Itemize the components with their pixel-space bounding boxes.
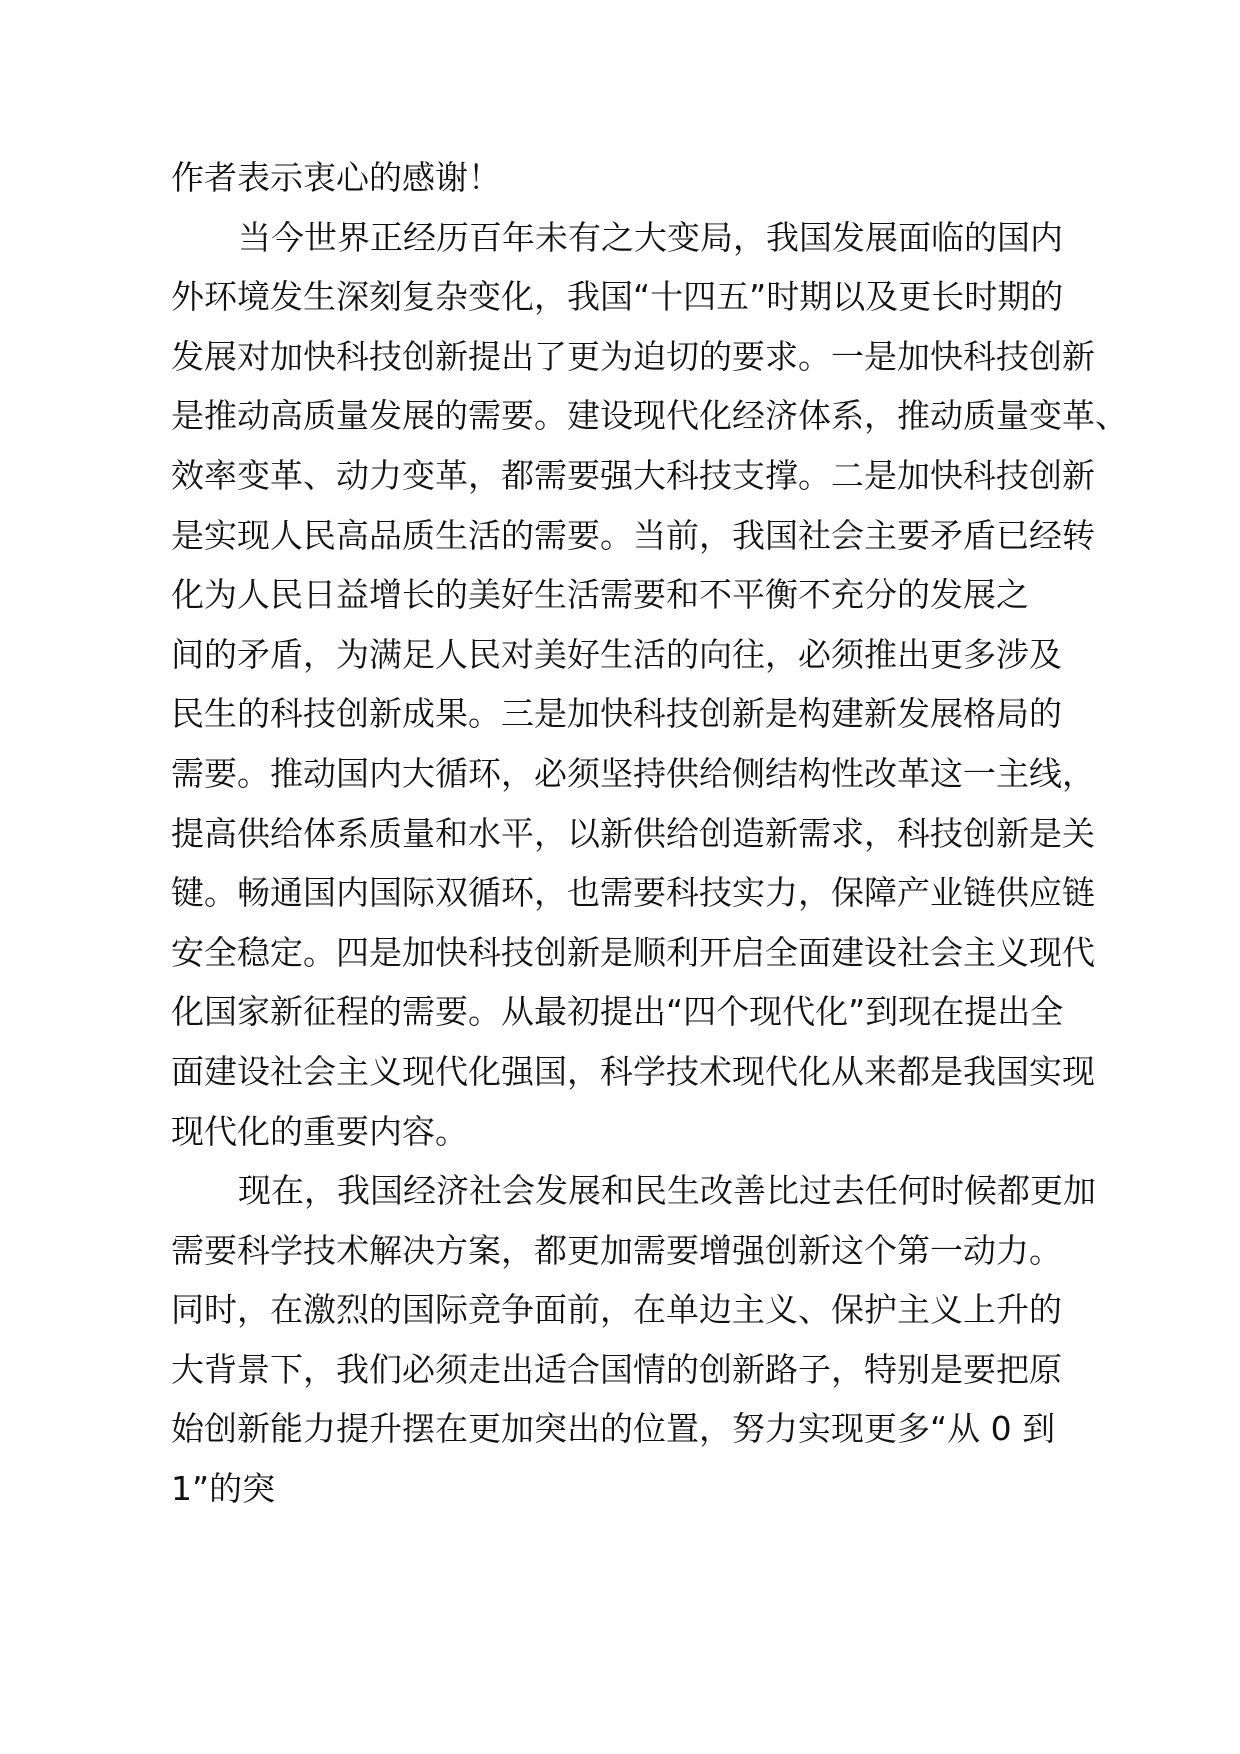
text-line: 需要科学技术解决方案，都更加需要增强创新这个第一动力。 bbox=[171, 1230, 1062, 1270]
text-line: 键。畅通国内国际双循环，也需要科技实力，保障产业链供应链 bbox=[171, 873, 1095, 913]
text-line: 始创新能力提升摆在更加突出的位置，努力实现更多“从 0 到 bbox=[171, 1409, 1056, 1449]
text-line: 化国家新征程的需要。从最初提出“四个现代化”到现在提出全 bbox=[171, 992, 1064, 1032]
text-line: 作者表示衷心的感谢！ bbox=[171, 158, 501, 197]
text-line: 安全稳定。四是加快科技创新是顺利开启全面建设社会主义现代 bbox=[171, 932, 1095, 972]
paragraph-start-line: 当今世界正经历百年未有之大变局，我国发展面临的国内 bbox=[238, 217, 1063, 257]
text-line: 外环境发生深刻复杂变化，我国“十四五”时期以及更长时期的 bbox=[171, 277, 1064, 317]
text-line: 效率变革、动力变革，都需要强大科技支撑。二是加快科技创新 bbox=[171, 455, 1095, 495]
text-line: 需要。推动国内大循环，必须坚持供给侧结构性改革这一主线， bbox=[171, 753, 1095, 793]
text-line: 同时，在激烈的国际竞争面前，在单边主义、保护主义上升的 bbox=[171, 1290, 1062, 1330]
text-line: 化为人民日益增长的美好生活需要和不平衡不充分的发展之 bbox=[171, 575, 1029, 615]
text-line: 面建设社会主义现代化强国，科学技术现代化从来都是我国实现 bbox=[171, 1051, 1095, 1091]
text-line: 现代化的重要内容。 bbox=[171, 1111, 468, 1151]
text-line: 是实现人民高品质生活的需要。当前，我国社会主要矛盾已经转 bbox=[171, 515, 1095, 555]
text-line: 是推动高质量发展的需要。建设现代化经济体系，推动质量变革、 bbox=[171, 396, 1128, 436]
text-line: 民生的科技创新成果。三是加快科技创新是构建新发展格局的 bbox=[171, 694, 1062, 734]
text-line: 间的矛盾，为满足人民对美好生活的向往，必须推出更多涉及 bbox=[171, 634, 1062, 674]
body-text bbox=[171, 148, 1128, 1519]
text-line: 大背景下，我们必须走出适合国情的创新路子，特别是要把原 bbox=[171, 1349, 1062, 1389]
text-line: 提高供给体系质量和水平，以新供给创造新需求，科技创新是关 bbox=[171, 813, 1095, 853]
text-line: 1”的突 bbox=[171, 1469, 276, 1509]
paragraph-start-line: 现在，我国经济社会发展和民生改善比过去任何时候都更加 bbox=[238, 1171, 1096, 1211]
text-line: 发展对加快科技创新提出了更为迫切的要求。一是加快科技创新 bbox=[171, 336, 1095, 376]
